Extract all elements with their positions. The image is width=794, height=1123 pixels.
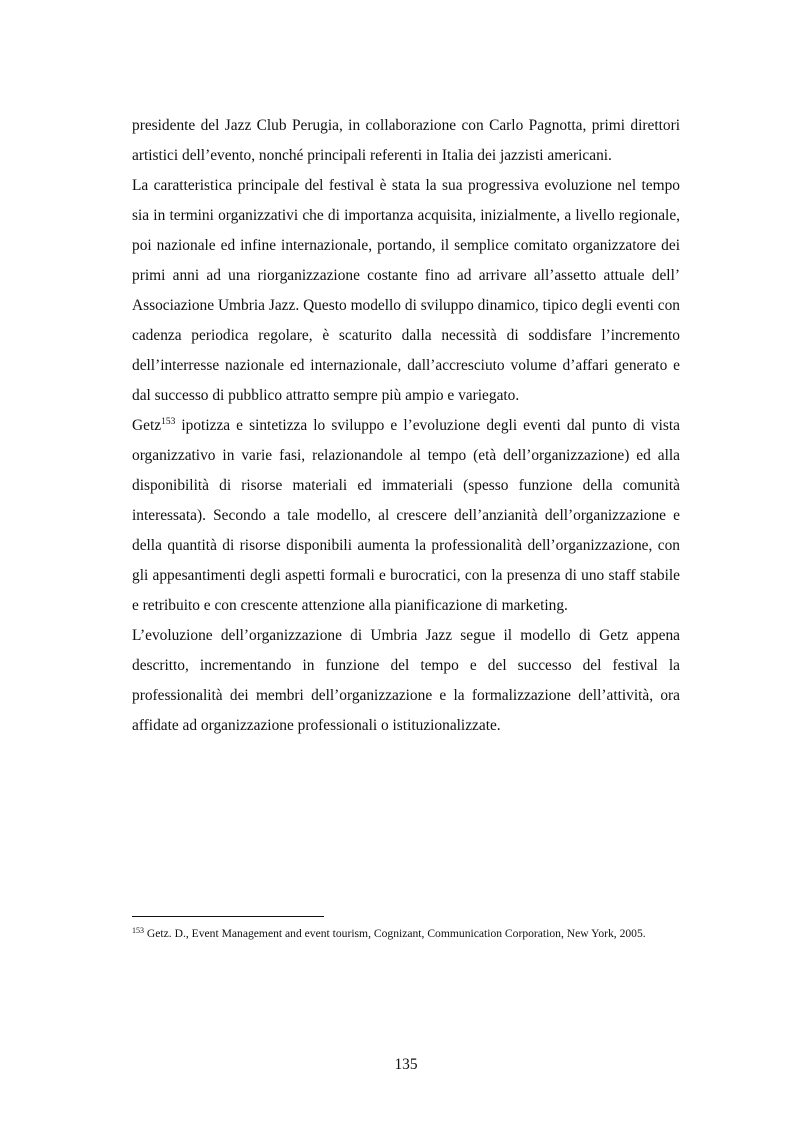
- paragraph-4: L’evoluzione dell’organizzazione di Umbria Jazz segue il modello di Getz appena descritto, incrementando in funzione del tempo e del successo del festival la professionalità dei membri dell’organizzazione e la formalizzazione dell’attività, ora affidate ad organizzazione professionali o istituzionalizzate.: [132, 627, 680, 734]
- footnote-number: 153: [132, 926, 144, 935]
- footnote-text: Getz. D., Event Management and event tourism, Cognizant, Communication Corporation, New York, 2005.: [144, 927, 646, 940]
- paragraph-1: presidente del Jazz Club Perugia, in collaborazione con Carlo Pagnotta, primi direttori artistici dell’evento, nonché principali referenti in Italia dei jazzisti americani.: [132, 117, 680, 164]
- footnote-separator: [132, 916, 324, 917]
- body-text: [132, 111, 680, 741]
- footnote-153: [132, 926, 680, 942]
- paragraph-3-body: ipotizza e sintetizza lo sviluppo e l’evoluzione degli eventi dal punto di vista organizzativo in varie fasi, relazionandole al tempo (età dell’organizzazione) ed alla disponibilità di risorse materiali ed immateriali (spesso funzione della comunità interessata). Secondo a tale modello, al crescere dell’anzianità dell’organizzazione e della quantità di risorse disponibili aumenta la professionalità dell’organizzazione, con gli appesantimenti degli aspetti formali e burocratici, con la presenza di uno staff stabile e retribuito e con crescente attenzione alla pianificazione di marketing.: [132, 417, 680, 614]
- paragraph-2: La caratteristica principale del festival è stata la sua progressiva evoluzione nel tempo sia in termini organizzativi che di importanza acquisita, inizialmente, a livello regionale, poi nazionale ed infine internazionale, portando, il semplice comitato organizzatore dei primi anni ad una riorganizzazione costante fino ad arrivare all’assetto attuale dell’ Associazione Umbria Jazz. Questo modello di sviluppo dinamico, tipico degli eventi con cadenza periodica regolare, è scaturito dalla necessità di soddisfare l’incremento dell’interresse nazionale ed internazionale, dall’accresciuto volume d’affari generato e dal successo di pubblico attratto sempre più ampio e variegato.: [132, 177, 680, 404]
- paragraph-3-lead: Getz: [132, 417, 162, 434]
- footnote-reference-153[interactable]: 153: [161, 417, 176, 427]
- paragraph-3: [132, 411, 680, 621]
- page-number: 135: [394, 1056, 418, 1073]
